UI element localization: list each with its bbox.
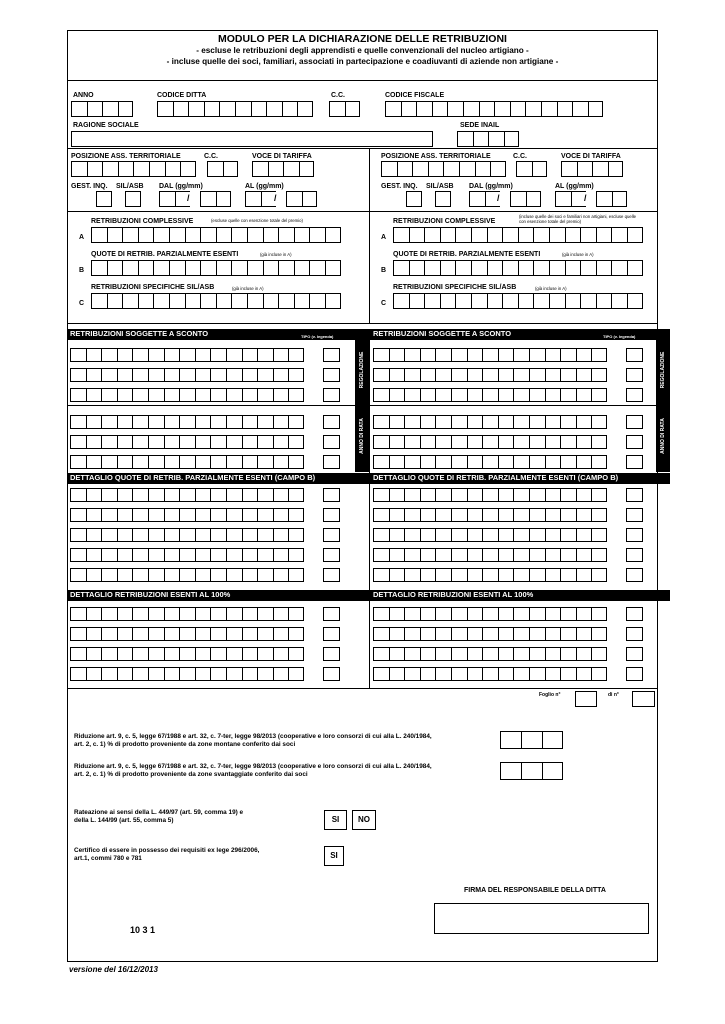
dettaglio-100-row-left[interactable] bbox=[70, 607, 304, 621]
dettaglio-100-row-left[interactable] bbox=[70, 627, 304, 641]
tipo-box-right[interactable] bbox=[626, 388, 643, 402]
divider bbox=[67, 211, 658, 212]
form-code: 10 3 1 bbox=[130, 925, 156, 935]
dal-field-left[interactable] bbox=[159, 191, 231, 207]
sconto-row-left[interactable] bbox=[70, 368, 304, 382]
label-gest-right: GEST. INQ. bbox=[381, 183, 418, 190]
label-c-left: C bbox=[79, 300, 85, 307]
slash: / bbox=[187, 193, 190, 203]
tipo-box-right[interactable] bbox=[626, 368, 643, 382]
slash: / bbox=[497, 193, 500, 203]
tipo-box-left[interactable] bbox=[323, 647, 340, 661]
note-complessive-left: (escluse quelle con esenzione totale del premio) bbox=[211, 218, 303, 223]
gest-field-right[interactable] bbox=[406, 191, 422, 207]
column-divider bbox=[369, 329, 370, 688]
tipo-box-right[interactable] bbox=[626, 548, 643, 562]
label-b-right: B bbox=[381, 267, 387, 274]
field-b-right[interactable] bbox=[393, 260, 643, 276]
di-field[interactable] bbox=[632, 691, 655, 707]
tipo-box-right[interactable] bbox=[626, 455, 643, 469]
slash: / bbox=[584, 193, 587, 203]
foglio-field[interactable] bbox=[575, 691, 597, 707]
riduzione-1-line1: Riduzione art. 9, c. 5, legge 67/1988 e art. 32, c. 7-ter, legge 98/2013 (cooperative e loro consorzi di cui alla L. 240/1984, bbox=[74, 733, 432, 740]
note-specifiche-right: (già incluse in A) bbox=[535, 286, 567, 291]
label-ragione-sociale: RAGIONE SOCIALE bbox=[73, 122, 139, 129]
dettaglio-b-row-left[interactable] bbox=[70, 568, 304, 582]
posizione-field-right[interactable] bbox=[381, 161, 506, 177]
note-quote-left: (già incluse in A) bbox=[260, 252, 292, 257]
sede-inail-field[interactable] bbox=[457, 131, 519, 147]
label-a-left: A bbox=[79, 234, 85, 241]
cc-field-left[interactable] bbox=[207, 161, 238, 177]
divider bbox=[370, 405, 656, 406]
dettaglio-100-row-right[interactable] bbox=[373, 667, 607, 681]
section-title: RETRIBUZIONI SOGGETTE A SCONTO bbox=[70, 329, 209, 338]
gest-field-left[interactable] bbox=[96, 191, 112, 207]
dettaglio-b-row-right[interactable] bbox=[373, 488, 607, 502]
label-cc-left: C.C. bbox=[204, 153, 218, 160]
label-dal-left: DAL (gg/mm) bbox=[159, 183, 203, 190]
dettaglio-b-row-right[interactable] bbox=[373, 528, 607, 542]
label-voce-left: VOCE DI TARIFFA bbox=[252, 153, 312, 160]
certificato-si-checkbox[interactable]: SI bbox=[324, 846, 344, 866]
al-field-right[interactable] bbox=[555, 191, 627, 207]
anno-rata-label-right: ANNO DI RATA bbox=[660, 418, 666, 454]
al-field-left[interactable] bbox=[245, 191, 317, 207]
sconto-row-right[interactable] bbox=[373, 435, 607, 449]
posizione-field-left[interactable] bbox=[71, 161, 196, 177]
tipo-box-left[interactable] bbox=[323, 415, 340, 429]
tipo-box-left[interactable] bbox=[323, 388, 340, 402]
ragione-sociale-field[interactable] bbox=[71, 131, 433, 147]
label-cc: C.C. bbox=[331, 92, 345, 99]
form-subtitle-1: - escluse le retribuzioni degli apprendisti e quelle convenzionali del nucleo artigiano - bbox=[196, 46, 529, 55]
section-header-dettaglio-100-right: DETTAGLIO RETRIBUZIONI ESENTI AL 100% bbox=[370, 590, 670, 601]
label-posizione-right: POSIZIONE ASS. TERRITORIALE bbox=[381, 153, 491, 160]
tipo-box-right[interactable] bbox=[626, 607, 643, 621]
tipo-box-left[interactable] bbox=[323, 568, 340, 582]
label-dal-right: DAL (gg/mm) bbox=[469, 183, 513, 190]
form-title: MODULO PER LA DICHIARAZIONE DELLE RETRIBUZIONI bbox=[218, 33, 507, 45]
dettaglio-b-row-left[interactable] bbox=[70, 508, 304, 522]
riduzione-1-line2: art. 2, c. 1) % di prodotto proveniente da zone montane conferito dai soci bbox=[74, 741, 296, 748]
divider bbox=[67, 148, 658, 149]
label-retrib-complessive-right: RETRIBUZIONI COMPLESSIVE bbox=[393, 218, 496, 225]
sconto-row-left[interactable] bbox=[70, 455, 304, 469]
tipo-box-left[interactable] bbox=[323, 435, 340, 449]
dettaglio-b-row-right[interactable] bbox=[373, 548, 607, 562]
note-complessive-right: (incluse quelle dei soci e familiari non artigiani, escluse quelle con esenzione totale del premio) bbox=[519, 214, 637, 224]
sconto-row-left[interactable] bbox=[70, 388, 304, 402]
tipo-box-left[interactable] bbox=[323, 528, 340, 542]
version-label: versione del 16/12/2013 bbox=[69, 965, 158, 974]
field-c-left[interactable] bbox=[91, 293, 341, 309]
tipo-box-right[interactable] bbox=[626, 415, 643, 429]
rateazione-si-checkbox[interactable]: SI bbox=[324, 810, 347, 830]
riduzione-2-field[interactable] bbox=[500, 762, 563, 780]
label-foglio: Foglio n° bbox=[539, 692, 561, 698]
tipo-label: TIPO (v. legenda) bbox=[603, 334, 636, 339]
certificato-line2: art.1, commi 780 e 781 bbox=[74, 855, 142, 862]
divider bbox=[67, 688, 658, 689]
dal-field-right[interactable] bbox=[469, 191, 541, 207]
cc-field-right[interactable] bbox=[516, 161, 547, 177]
label-specifiche-right: RETRIBUZIONI SPECIFICHE SIL/ASB bbox=[393, 284, 517, 291]
label-retrib-complessive-left: RETRIBUZIONI COMPLESSIVE bbox=[91, 218, 194, 225]
section-header-sconto-left bbox=[67, 329, 355, 340]
sil-field-left[interactable] bbox=[125, 191, 141, 207]
tipo-box-left[interactable] bbox=[323, 488, 340, 502]
tipo-box-left[interactable] bbox=[323, 607, 340, 621]
voce-field-left[interactable] bbox=[252, 161, 314, 177]
label-al-right: AL (gg/mm) bbox=[555, 183, 594, 190]
section-header-dettaglio-b-right: DETTAGLIO QUOTE DI RETRIB. PARZIALMENTE ESENTI (CAMPO B) bbox=[370, 473, 670, 484]
voce-field-right[interactable] bbox=[561, 161, 623, 177]
label-specifiche-left: RETRIBUZIONI SPECIFICHE SIL/ASB bbox=[91, 284, 215, 291]
slash: / bbox=[274, 193, 277, 203]
sconto-row-left[interactable] bbox=[70, 348, 304, 362]
dettaglio-b-row-right[interactable] bbox=[373, 568, 607, 582]
label-firma: FIRMA DEL RESPONSABILE DELLA DITTA bbox=[464, 887, 606, 894]
divider bbox=[67, 80, 658, 81]
label-voce-right: VOCE DI TARIFFA bbox=[561, 153, 621, 160]
sconto-row-left[interactable] bbox=[70, 415, 304, 429]
certificato-line1: Certifico di essere in possesso dei requisiti ex lege 296/2006, bbox=[74, 847, 260, 854]
label-codice-fiscale: CODICE FISCALE bbox=[385, 92, 445, 99]
anno-rata-label-left: ANNO DI RATA bbox=[359, 418, 365, 454]
sconto-row-left[interactable] bbox=[70, 435, 304, 449]
label-sil-left: SIL/ASB bbox=[116, 183, 144, 190]
tipo-box-right[interactable] bbox=[626, 348, 643, 362]
regolazione-label-left: REGOLAZIONE bbox=[359, 351, 365, 389]
rateazione-line2: della L. 144/99 (art. 55, comma 5) bbox=[74, 817, 174, 824]
rateazione-no-checkbox[interactable]: NO bbox=[352, 810, 376, 830]
cc-field[interactable] bbox=[329, 101, 360, 117]
riduzione-1-field[interactable] bbox=[500, 731, 563, 749]
field-b-left[interactable] bbox=[91, 260, 341, 276]
tipo-box-right[interactable] bbox=[626, 528, 643, 542]
dettaglio-b-row-right[interactable] bbox=[373, 508, 607, 522]
note-specifiche-left: (già incluse in A) bbox=[232, 286, 264, 291]
tipo-box-right[interactable] bbox=[626, 647, 643, 661]
dettaglio-100-row-left[interactable] bbox=[70, 647, 304, 661]
label-a-right: A bbox=[381, 234, 387, 241]
anno-field[interactable] bbox=[71, 101, 133, 117]
label-anno: ANNO bbox=[73, 92, 94, 99]
section-header-dettaglio-b-left: DETTAGLIO QUOTE DI RETRIB. PARZIALMENTE ESENTI (CAMPO B) bbox=[67, 473, 369, 484]
codice-ditta-field[interactable] bbox=[157, 101, 313, 117]
dettaglio-b-row-left[interactable] bbox=[70, 528, 304, 542]
section-header-sconto-right bbox=[370, 329, 658, 340]
tipo-box-right[interactable] bbox=[626, 627, 643, 641]
label-quote-right: QUOTE DI RETRIB. PARZIALMENTE ESENTI bbox=[393, 251, 541, 258]
field-a-left[interactable] bbox=[91, 227, 341, 243]
tipo-box-right[interactable] bbox=[626, 667, 643, 681]
tipo-box-right[interactable] bbox=[626, 568, 643, 582]
tipo-box-right[interactable] bbox=[626, 488, 643, 502]
tipo-label: TIPO (v. legenda) bbox=[301, 334, 334, 339]
firma-field[interactable] bbox=[434, 903, 649, 934]
sconto-row-right[interactable] bbox=[373, 348, 607, 362]
sil-field-right[interactable] bbox=[435, 191, 451, 207]
dettaglio-b-row-left[interactable] bbox=[70, 548, 304, 562]
divider bbox=[67, 405, 355, 406]
rateazione-line1: Rateazione ai sensi della L. 449/97 (art. 59, comma 19) e bbox=[74, 809, 244, 816]
divider bbox=[67, 323, 658, 324]
riduzione-2-line2: art. 2, c. 1) % di prodotto proveniente da zone svantaggiate conferito dai soci bbox=[74, 771, 308, 778]
regolazione-label-right: REGOLAZIONE bbox=[660, 351, 666, 389]
field-a-right[interactable] bbox=[393, 227, 643, 243]
tipo-box-left[interactable] bbox=[323, 548, 340, 562]
riduzione-2-line1: Riduzione art. 9, c. 5, legge 67/1988 e art. 32, c. 7-ter, legge 98/2013 (cooperative e loro consorzi di cui alla L. 240/1984, bbox=[74, 763, 432, 770]
dettaglio-100-row-right[interactable] bbox=[373, 607, 607, 621]
tipo-box-right[interactable] bbox=[626, 508, 643, 522]
tipo-box-left[interactable] bbox=[323, 455, 340, 469]
dettaglio-100-row-right[interactable] bbox=[373, 627, 607, 641]
section-title: RETRIBUZIONI SOGGETTE A SCONTO bbox=[373, 329, 512, 338]
label-quote-left: QUOTE DI RETRIB. PARZIALMENTE ESENTI bbox=[91, 251, 239, 258]
label-b-left: B bbox=[79, 267, 85, 274]
tipo-box-left[interactable] bbox=[323, 627, 340, 641]
note-quote-right: (già incluse in A) bbox=[562, 252, 594, 257]
label-gest-left: GEST. INQ. bbox=[71, 183, 108, 190]
sconto-row-right[interactable] bbox=[373, 388, 607, 402]
column-divider bbox=[369, 148, 370, 323]
dettaglio-b-row-left[interactable] bbox=[70, 488, 304, 502]
sconto-row-right[interactable] bbox=[373, 455, 607, 469]
label-di: di n° bbox=[608, 692, 619, 698]
tipo-box-right[interactable] bbox=[626, 435, 643, 449]
label-cc-right: C.C. bbox=[513, 153, 527, 160]
tipo-box-left[interactable] bbox=[323, 508, 340, 522]
label-codice-ditta: CODICE DITTA bbox=[157, 92, 207, 99]
label-sil-right: SIL/ASB bbox=[426, 183, 454, 190]
sconto-row-right[interactable] bbox=[373, 368, 607, 382]
codice-fiscale-field[interactable] bbox=[385, 101, 603, 117]
form-subtitle-2: - incluse quelle dei soci, familiari, associati in partecipazione e coadiuvanti di aziende non artigiane - bbox=[166, 57, 559, 66]
sconto-row-right[interactable] bbox=[373, 415, 607, 429]
tipo-box-left[interactable] bbox=[323, 348, 340, 362]
label-c-right: C bbox=[381, 300, 387, 307]
label-posizione-left: POSIZIONE ASS. TERRITORIALE bbox=[71, 153, 181, 160]
section-header-dettaglio-100-left: DETTAGLIO RETRIBUZIONI ESENTI AL 100% bbox=[67, 590, 369, 601]
label-sede-inail: SEDE INAIL bbox=[460, 122, 500, 129]
dettaglio-100-row-right[interactable] bbox=[373, 647, 607, 661]
dettaglio-100-row-left[interactable] bbox=[70, 667, 304, 681]
label-al-left: AL (gg/mm) bbox=[245, 183, 284, 190]
tipo-box-left[interactable] bbox=[323, 368, 340, 382]
tipo-box-left[interactable] bbox=[323, 667, 340, 681]
field-c-right[interactable] bbox=[393, 293, 643, 309]
